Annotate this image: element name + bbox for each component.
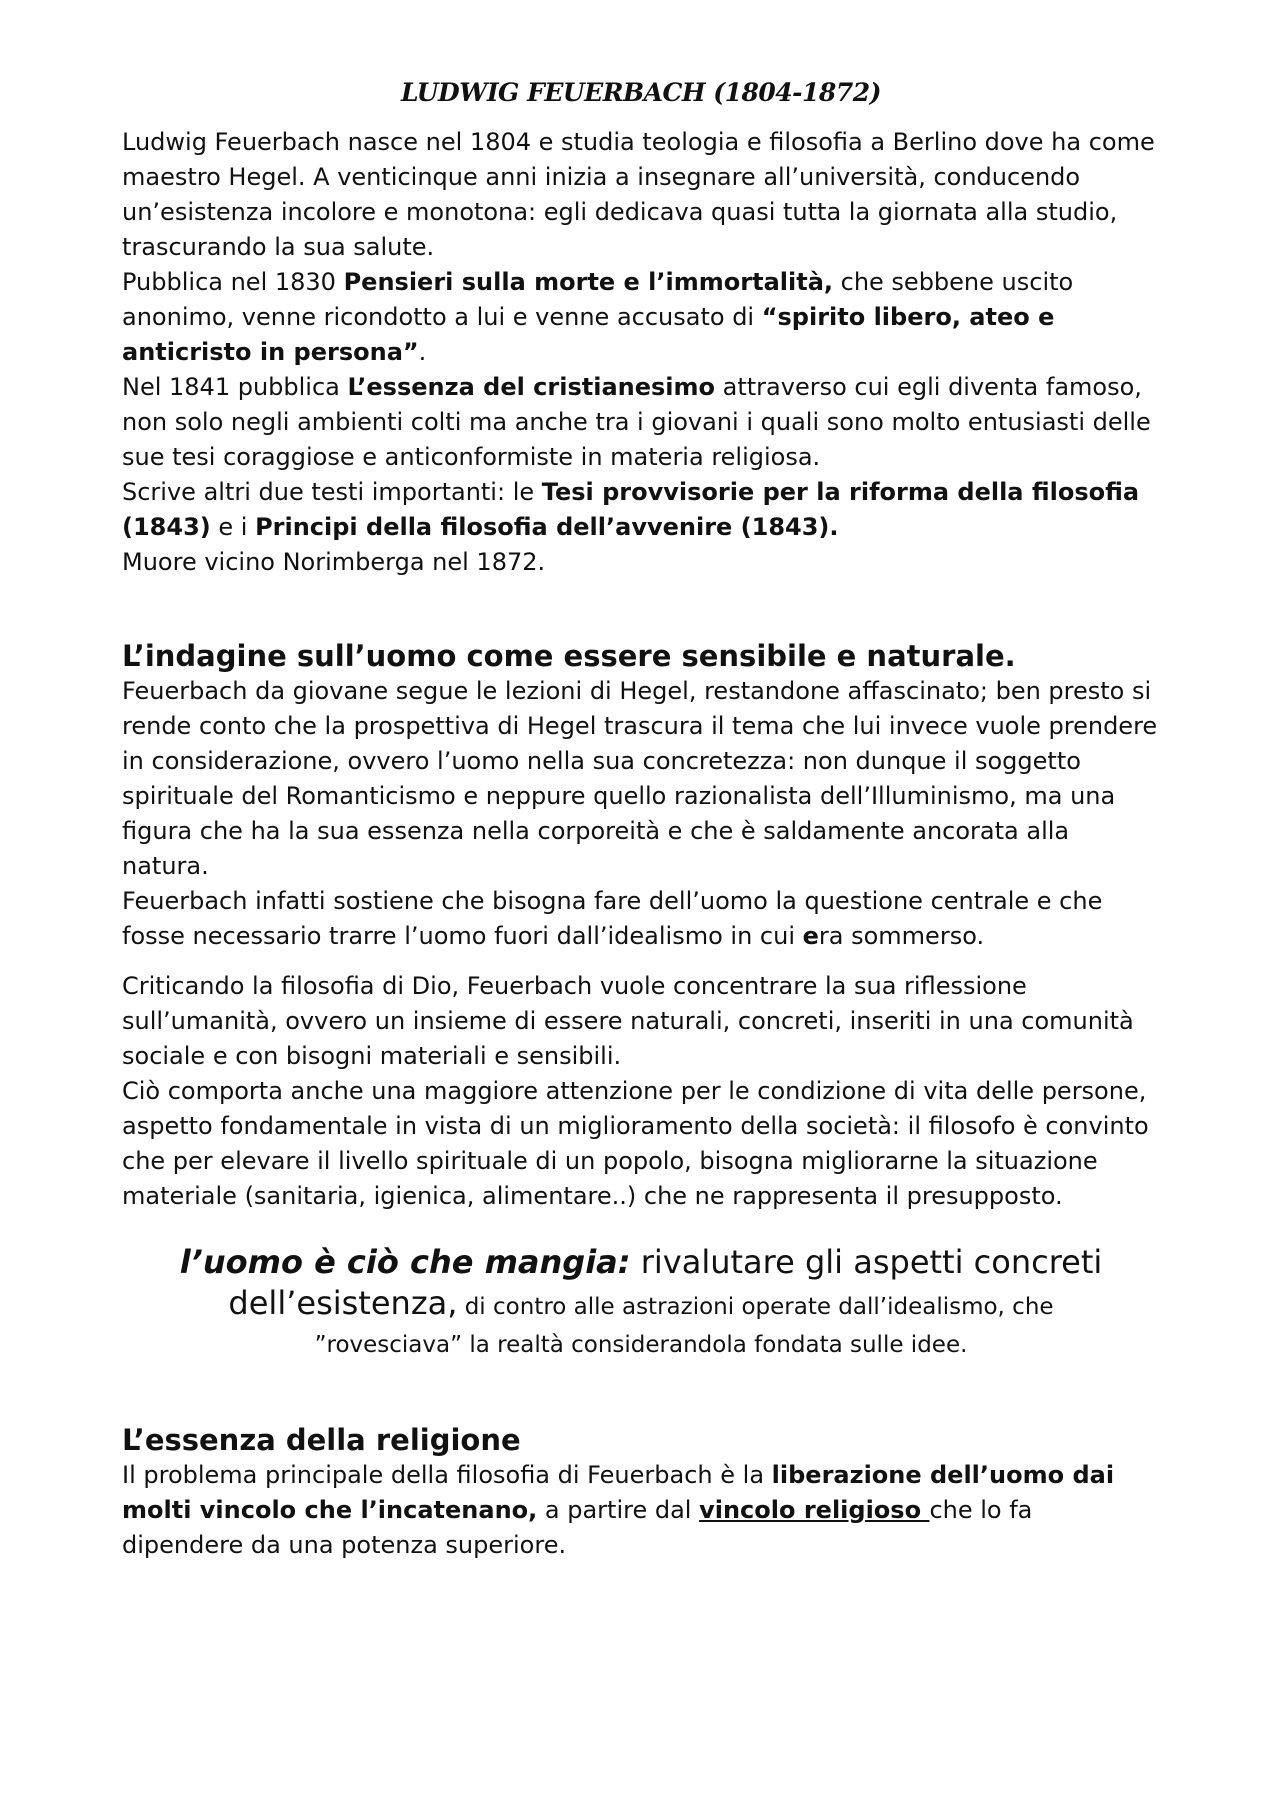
- text-run: ra sommerso.: [818, 922, 985, 950]
- quote-text: di contro alle astrazioni operate dall’idealismo, che: [457, 1294, 1054, 1320]
- intro-paragraph-3: [122, 370, 1160, 475]
- quote-line-2: [122, 1284, 1160, 1326]
- text-run-bold: e: [802, 922, 819, 950]
- intro-paragraph-2: [122, 265, 1160, 370]
- section2-paragraph-1: [122, 1458, 1160, 1563]
- intro-paragraph-1: Ludwig Feuerbach nasce nel 1804 e studia teologia e filosofia a Berlino dove ha come maestro Hegel. A venticinque anni inizia a insegnare all’università, conducendo un’esistenza incolore e monotona: egli dedicava quasi tutta la giornata alla studio, trascurando la sua salute.: [122, 128, 1155, 261]
- text-run: a partire dal: [537, 1496, 700, 1524]
- text-run: che sebbene uscito anonimo, venne ricondotto a lui e venne accusato di: [122, 268, 1074, 331]
- motto-text: l’uomo è ciò che mangia:: [179, 1243, 631, 1281]
- quote-text-large: dell’esistenza,: [228, 1284, 458, 1322]
- quote-line-3: ”rovesciava” la realtà considerandola fondata sulle idee.: [314, 1332, 968, 1358]
- motto-quote: [122, 1240, 1160, 1364]
- text-run-underlined: vincolo religioso: [699, 1496, 930, 1524]
- quote-line-1: [122, 1240, 1160, 1284]
- section1-paragraph-2: [122, 884, 1160, 954]
- book-title-tesi: Tesi provvisorie per la riforma della filosofia (1843): [122, 478, 1140, 541]
- intro-paragraph-5: Muore vicino Norimberga nel 1872.: [122, 548, 546, 576]
- text-run: .: [418, 338, 427, 366]
- spacer: [122, 1364, 1160, 1422]
- text-run: attraverso cui egli diventa famoso, non solo negli ambienti colti ma anche tra i giovani i quali sono molto entusiasti delle sue tesi coraggiose e anticonformiste in materia religiosa.: [122, 373, 1151, 471]
- spacer: [122, 954, 1160, 969]
- spacer: [122, 1214, 1160, 1240]
- section1-paragraph-4: Ciò comporta anche una maggiore attenzione per le condizione di vita delle persone, aspetto fondamentale in vista di un miglioramento della società: il filosofo è convinto che per elevare il livello spirituale di un popolo, bisogna migliorarne la situazione materiale (sanitaria, igienica, alimentare..) che ne rappresenta il presupposto.: [122, 1077, 1149, 1210]
- section-heading-indagine: L’indagine sull’uomo come essere sensibile e naturale.: [122, 639, 1016, 673]
- intro-paragraph-4: [122, 475, 1160, 545]
- accusation-quote: “spirito libero, ateo e anticristo in persona”: [122, 303, 1055, 366]
- book-title-pensieri: Pensieri sulla morte e l’immortalità,: [343, 268, 833, 296]
- text-run: Scrive altri due testi importanti: le: [122, 478, 542, 506]
- book-title-essenza: L’essenza del cristianesimo: [347, 373, 716, 401]
- text-run: Feuerbach infatti sostiene che bisogna fare dell’uomo la questione centrale e che fosse necessario trarre l’uomo fuori dall’idealismo in cui: [122, 887, 1103, 950]
- section-heading-religione: L’essenza della religione: [122, 1423, 521, 1457]
- document-title: LUDWIG FEUERBACH (1804-1872): [401, 78, 881, 107]
- quote-text: rivalutare gli aspetti concreti: [630, 1243, 1103, 1281]
- book-title-principi: Principi della filosofia dell’avvenire (1843).: [255, 513, 839, 541]
- text-run: e i: [210, 513, 256, 541]
- section1-paragraph-3: Criticando la filosofia di Dio, Feuerbach vuole concentrare la sua riflessione sull’umanità, ovvero un insieme di essere naturali, concreti, inseriti in una comunità sociale e con bisogni materiali e sensibili.: [122, 972, 1134, 1070]
- section1-paragraph-1: Feuerbach da giovane segue le lezioni di Hegel, restandone affascinato; ben presto si rende conto che la prospettiva di Hegel trascura il tema che lui invece vuole prendere in considerazione, ovvero l’uomo nella sua concretezza: non dunque il soggetto spirituale del Romanticismo e neppure quello razionalista dell’Illuminismo, ma una figura che ha la sua essenza nella corporeità e che è saldamente ancorata alla natura.: [122, 677, 1158, 880]
- text-run: Nel 1841 pubblica: [122, 373, 348, 401]
- spacer: [122, 580, 1160, 638]
- text-run: Pubblica nel 1830: [122, 268, 344, 296]
- text-run-bold: liberazione dell’uomo dai molti vincolo che l’incatenano,: [122, 1461, 1115, 1524]
- text-run: Il problema principale della filosofia di Feuerbach è la: [122, 1461, 772, 1489]
- text-run: che lo fa dipendere da una potenza superiore.: [122, 1496, 1033, 1559]
